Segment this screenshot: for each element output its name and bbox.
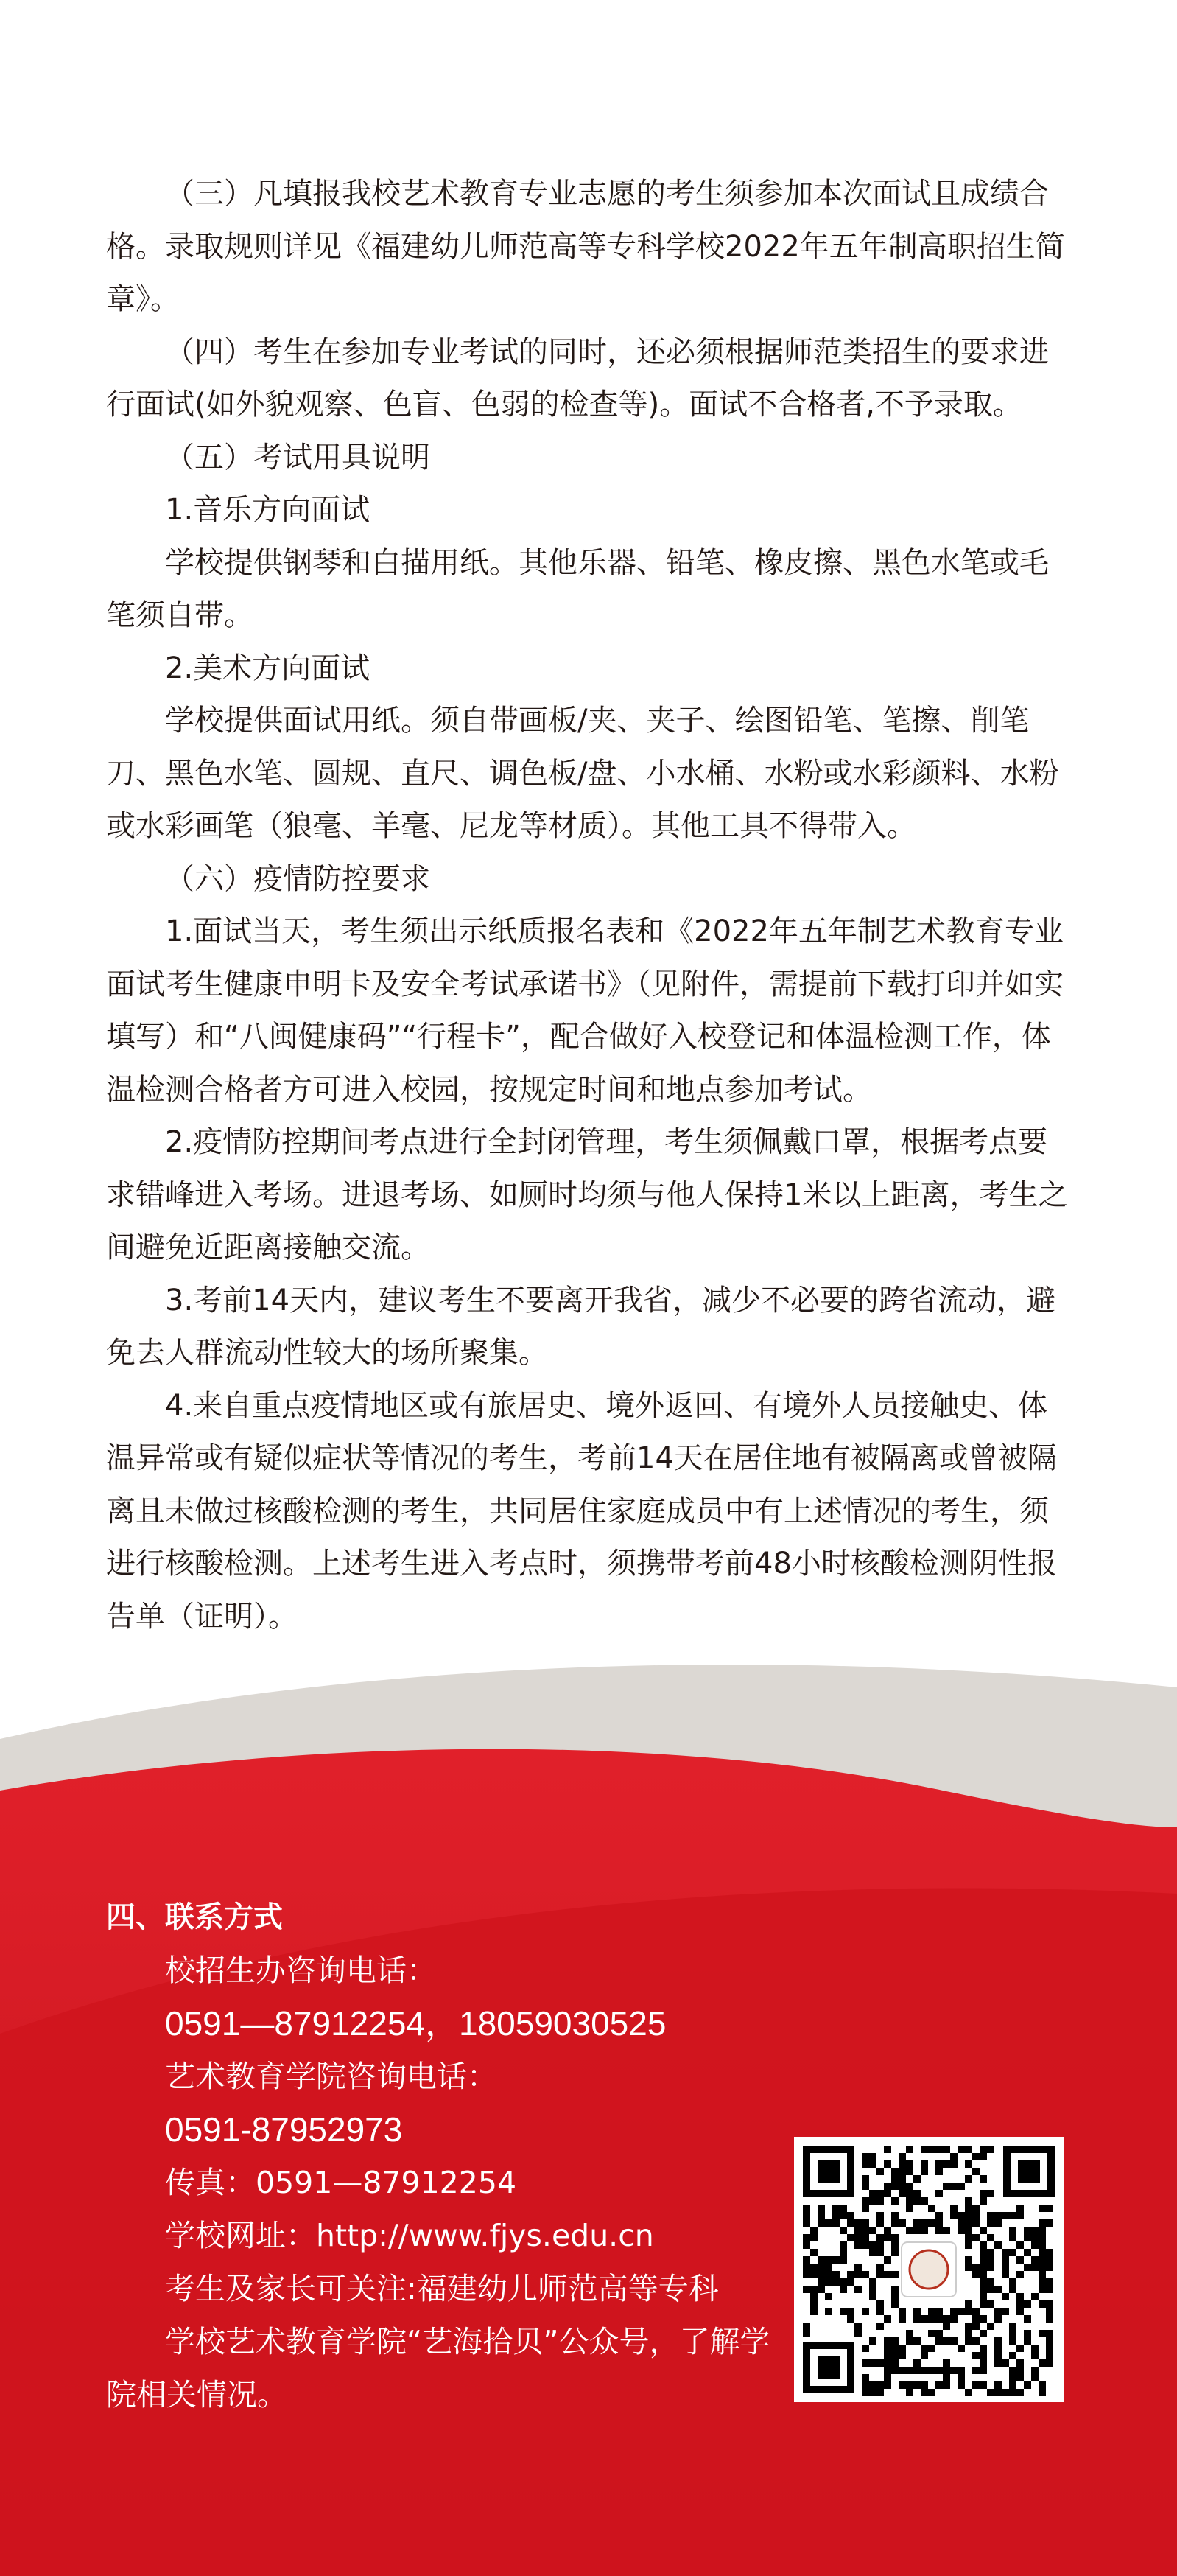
- qr-finder-bottom-left: [803, 2342, 854, 2393]
- epidemic-item-3: 3.考前14天内，建议考生不要离开我省，减少不必要的跨省流动，避免去人群流动性较大的场所聚集。: [106, 1283, 1056, 1370]
- art-paragraph: 学校提供面试用纸。须自带画板/夹、夹子、绘图铅笔、笔擦、削笔刀、黑色水笔、圆规、直尺、调色板/盘、小水桶、水粉或水彩颜料、水粉或水彩画笔（狼毫、羊毫、尼龙等材质）。其他工具不得带入。: [106, 704, 1059, 843]
- contact-heading: 四、联系方式: [106, 1900, 283, 1934]
- fax-number: 传真：0591—87912254: [165, 2165, 517, 2200]
- art-college-phone-label: 艺术教育学院咨询电话：: [165, 2059, 497, 2094]
- paragraph-5-heading: （五）考试用具说明: [165, 440, 430, 475]
- epidemic-item-2: 2.疫情防控期间考点进行全封闭管理，考生须佩戴口罩，根据考点要求错峰进入考场。进退考场、如厕时均须与他人保持1米以上距离，考生之间避免近距离接触交流。: [106, 1125, 1068, 1264]
- follow-text-line-1: 考生及家长可关注:福建幼儿师范高等专科: [165, 2271, 719, 2306]
- school-website-link[interactable]: 学校网址：http://www.fjys.edu.cn: [165, 2218, 654, 2253]
- follow-text-line-2: 学校艺术教育学院“艺海拾贝”公众号，了解学院相关情况。: [106, 2324, 770, 2412]
- epidemic-item-1: 1.面试当天，考生须出示纸质报名表和《2022年五年制艺术教育专业面试考生健康申明卡及安全考试承诺书》（见附件，需提前下载打印并如实填写）和“八闽健康码”“行程卡”，配合做好入校登记和体温检测工作，体温检测合格者方可进入校园，按规定时间和地点参加考试。: [106, 914, 1064, 1107]
- epidemic-item-4: 4.来自重点疫情地区或有旅居史、境外返回、有境外人员接触史、体温异常或有疑似症状等情况的考生，考前14天在居住地有被隔离或曾被隔离且未做过核酸检测的考生，共同居住家庭成员中有上述情况的考生，须进行核酸检测。上述考生进入考点时，须携带考前48小时核酸检测阴性报告单（证明）。: [106, 1388, 1057, 1634]
- contact-section: [106, 1891, 798, 2421]
- music-subheading: 1.音乐方向面试: [165, 493, 370, 527]
- art-subheading: 2.美术方向面试: [165, 651, 370, 685]
- qr-code-graphic: [794, 2137, 1064, 2402]
- paragraph-4: （四）考生在参加专业考试的同时，还必须根据师范类招生的要求进行面试(如外貌观察、色盲、色弱的检查等)。面试不合格者,不予录取。: [106, 335, 1049, 421]
- paragraph-6-heading: （六）疫情防控要求: [165, 861, 430, 896]
- qr-finder-top-left: [803, 2146, 854, 2197]
- paragraph-3: （三）凡填报我校艺术教育专业志愿的考生须参加本次面试且成绩合格。录取规则详见《福建幼儿师范高等专科学校2022年五年制高职招生简章》。: [106, 177, 1065, 316]
- admissions-phone-label: 校招生办咨询电话：: [165, 1953, 437, 1988]
- qr-logo-icon: [910, 2250, 948, 2289]
- wechat-qr-code: [794, 2137, 1064, 2402]
- art-college-phone-number[interactable]: 0591-87952973: [165, 2110, 403, 2149]
- music-paragraph: 学校提供钢琴和白描用纸。其他乐器、铅笔、橡皮擦、黑色水笔或毛笔须自带。: [106, 545, 1049, 632]
- qr-finder-top-right: [1003, 2146, 1055, 2197]
- admissions-phone-numbers[interactable]: 0591—87912254，18059030525: [165, 2004, 667, 2043]
- exam-notes-body: [106, 168, 1071, 1643]
